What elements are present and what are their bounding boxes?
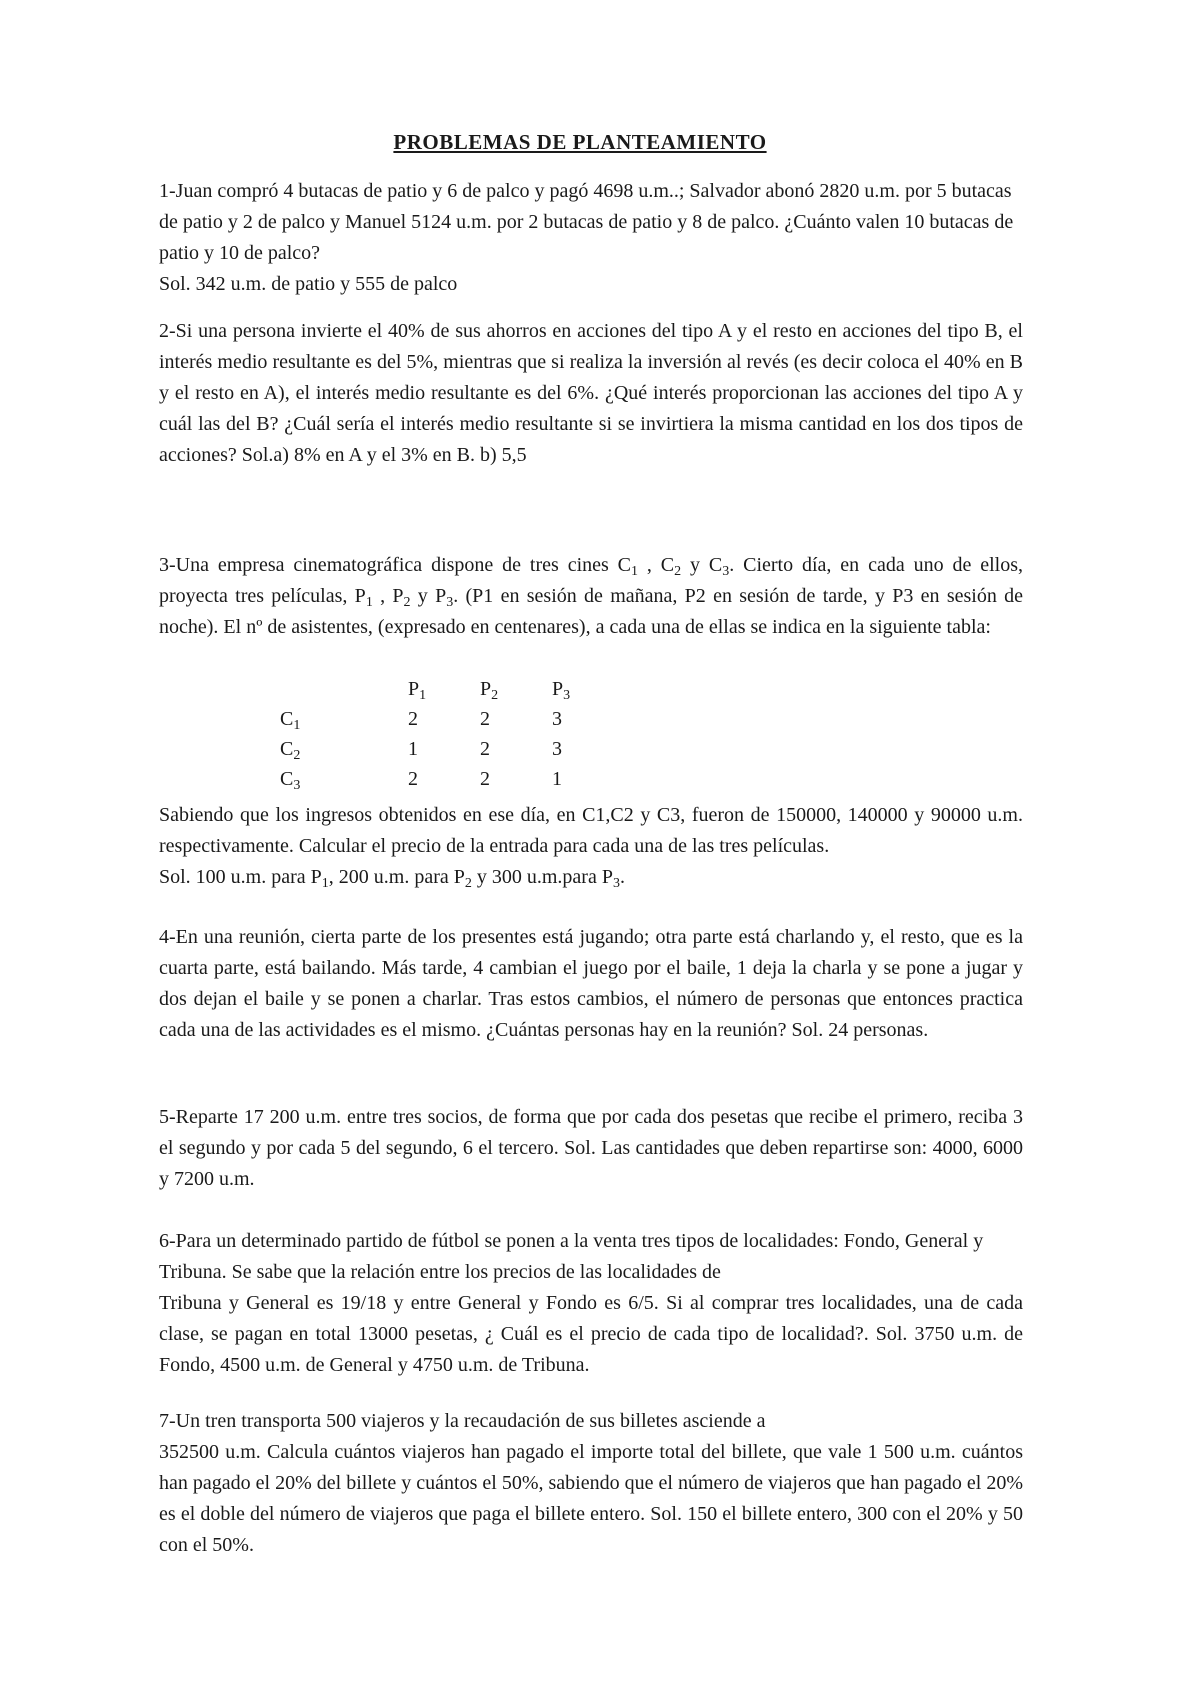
problem-6-line-1: 6-Para un determinado partido de fútbol se ponen a la venta tres tipos de localidades: Fondo, General y Tribuna. Se sabe que la relación entre los precios de las localidades de <box>159 1230 984 1283</box>
problem-1-solution: Sol. 342 u.m. de patio y 555 de palco <box>159 273 458 295</box>
attendance-table <box>280 674 612 794</box>
problem-7 <box>159 1406 1023 1561</box>
table-cell: 2 <box>480 737 490 760</box>
problem-3-after-text: Sabiendo que los ingresos obtenidos en ese día, en C1,C2 y C3, fueron de 150000, 140000 y 90000 u.m. respectivamente. Calcular el precio de la entrada para cada una de las tres películas. <box>159 804 1023 857</box>
table-row-header: $C_3$ <box>280 767 301 793</box>
problem-5 <box>159 1102 1023 1195</box>
table-cell: 3 <box>552 707 562 730</box>
table-row <box>280 734 612 764</box>
problem-6-line-2: Tribuna y General es 19/18 y entre General y Fondo es 6/5. Si al comprar tres localidades, una de cada clase, se pagan en total 13000 pesetas, ¿ Cuál es el precio de cada tipo de localidad?. Sol. 3750 u.m. de Fondo, 4500 u.m. de General y 4750 u.m. de Tribuna. <box>159 1292 1023 1376</box>
table-cell: 2 <box>408 767 418 790</box>
page-title: PROBLEMAS DE PLANTEAMIENTO <box>393 130 767 154</box>
table-cell: 2 <box>480 707 490 730</box>
problem-2-text: 2-Si una persona invierte el 40% de sus ahorros en acciones del tipo A y el resto en acciones del tipo B, el interés medio resultante es del 5%, mientras que si realiza la inversión al revés (es decir coloca el 40% en B y el resto en A), el interés medio resultante es del 6%. ¿Qué interés proporcionan las acciones del tipo A y cuál las del B? ¿Cuál sería el interés medio resultante si se invirtiera la misma cantidad en los dos tipos de acciones? Sol.a) 8% en A y el 3% en B. b) 5,5 <box>159 320 1023 466</box>
table-row <box>280 704 612 734</box>
table-col-header: $P_2$ <box>480 677 499 703</box>
table-row-header: $C_2$ <box>280 737 301 763</box>
problem-1 <box>159 176 1023 300</box>
table-header-row <box>280 674 612 704</box>
table-cell: 1 <box>552 767 562 790</box>
problem-1-text: 1-Juan compró 4 butacas de patio y 6 de palco y pagó 4698 u.m..; Salvador abonó 2820 u.m. por 5 butacas de patio y 2 de palco y Manuel 5124 u.m. por 2 butacas de patio y 8 de palco. ¿Cuánto valen 10 butacas de patio y 10 de palco? <box>159 180 1014 264</box>
problem-5-text: 5-Reparte 17 200 u.m. entre tres socios, de forma que por cada dos pesetas que recibe el primero, reciba 3 el segundo y por cada 5 del segundo, 6 el tercero. Sol. Las cantidades que deben repartirse son: 4000, 6000 y 7200 u.m. <box>159 1106 1023 1190</box>
table-cell: 2 <box>480 767 490 790</box>
problem-3-continuation <box>159 800 1023 893</box>
problem-4-text: 4-En una reunión, cierta parte de los presentes está jugando; otra parte está charlando y, el resto, que es la cuarta parte, está bailando. Más tarde, 4 cambian el juego por el baile, 1 deja la charla y se pone a jugar y dos dejan el baile y se ponen a charlar. Tras estos cambios, el número de personas que entonces practica cada una de las actividades es el mismo. ¿Cuántas personas hay en la reunión? Sol. 24 personas. <box>159 926 1023 1041</box>
table-cell: 3 <box>552 737 562 760</box>
table-col-header: $P_3$ <box>552 677 571 703</box>
table-col-header: $P_1$ <box>408 677 427 703</box>
table-row <box>280 764 612 794</box>
table-cell: 1 <box>408 737 418 760</box>
problem-3-text: 3-Una empresa cinematográfica dispone de tres cines $C_1$ , $C_2$ y $C_3$. Cierto día, en cada uno de ellos, proyecta tres películas, $P_1$ , $P_2$ y $P_3$. (P1 en sesión de mañana, P2 en sesión de tarde, y P3 en sesión de noche). El nº de asistentes, (expresado en centenares), a cada una de ellas se indica en la siguiente tabla: <box>159 554 1024 638</box>
problem-3 <box>159 550 1023 643</box>
problem-6 <box>159 1226 1023 1381</box>
problem-2 <box>159 316 1023 471</box>
problem-7-line-2: 352500 u.m. Calcula cuántos viajeros han pagado el importe total del billete, que vale 1 500 u.m. cuántos han pagado el 20% del billete y cuántos el 50%, sabiendo que el número de viajeros que han pagado el 20% es el doble del número de viajeros que paga el billete entero. Sol. 150 el billete entero, 300 con el 20% y 50 con el 50%. <box>159 1441 1023 1556</box>
problem-3-solution: Sol. 100 u.m. para $P_1$, 200 u.m. para $P_2$ y 300 u.m.para $P_3$. <box>159 866 625 891</box>
problem-4 <box>159 922 1023 1046</box>
table-row-header: $C_1$ <box>280 707 301 733</box>
table-cell: 2 <box>408 707 418 730</box>
problem-7-line-1: 7-Un tren transporta 500 viajeros y la recaudación de sus billetes asciende a <box>159 1410 766 1432</box>
